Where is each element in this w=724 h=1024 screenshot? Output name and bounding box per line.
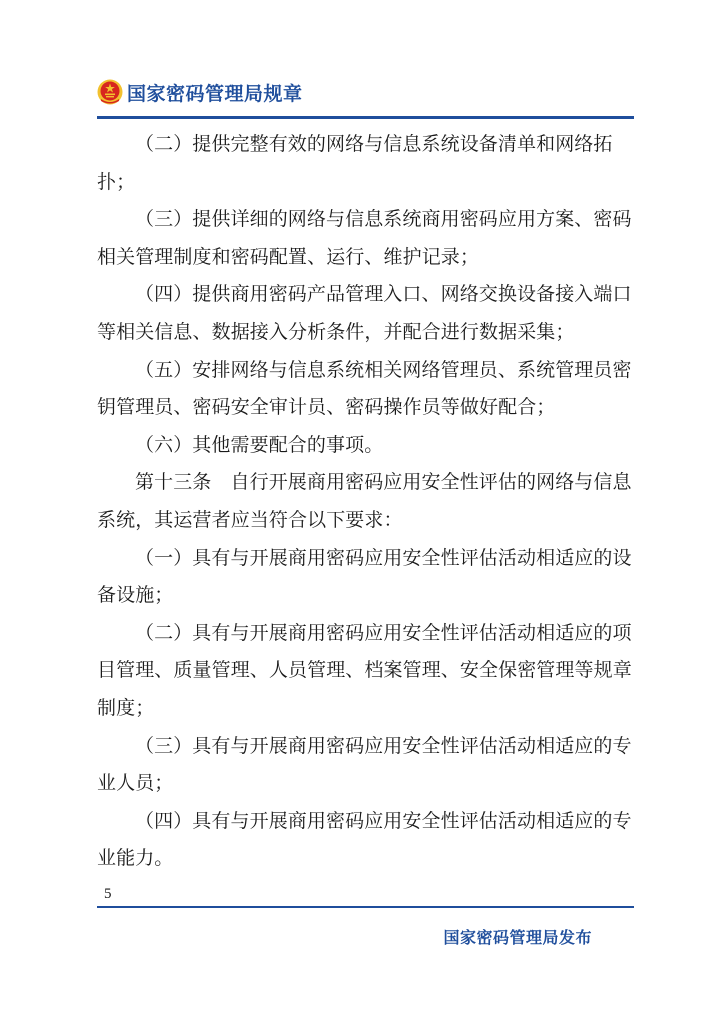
paragraph-item-5: （五）安排网络与信息系统相关网络管理员、系统管理员密钥管理员、密码安全审计员、密码操作员等做好配合； — [97, 358, 632, 419]
article-13: 第十三条 自行开展商用密码应用安全性评估的网络与信息系统，其运营者应当符合以下要求： — [97, 471, 632, 531]
requirement-item-2: （二）具有与开展商用密码应用安全性评估活动相适应的项目管理、质量管理、人员管理、档案管理、安全保密管理等规章制度； — [97, 621, 632, 719]
requirement-item-1: （一）具有与开展商用密码应用安全性评估活动相适应的设备设施； — [97, 546, 632, 607]
page-header — [97, 74, 303, 110]
footer-publisher: 国家密码管理局发布 — [443, 928, 592, 947]
paragraph-item-2: （二）提供完整有效的网络与信息系统设备清单和网络拓扑； — [97, 133, 613, 193]
requirement-item-3: （三）具有与开展商用密码应用安全性评估活动相适应的专业人员； — [97, 734, 632, 795]
paragraph-item-3: （三）提供详细的网络与信息系统商用密码应用方案、密码相关管理制度和密码配置、运行、维护记录； — [97, 208, 632, 268]
page-number: 5 — [104, 886, 112, 902]
document-body — [97, 126, 637, 878]
national-emblem-icon — [97, 79, 123, 105]
footer-rule — [97, 906, 634, 908]
header-title: 国家密码管理局规章 — [127, 82, 303, 105]
header-rule — [97, 116, 634, 119]
paragraph-item-6: （六）其他需要配合的事项。 — [135, 433, 384, 456]
paragraph-item-4: （四）提供商用密码产品管理入口、网络交换设备接入端口等相关信息、数据接入分析条件，并配合进行数据采集； — [97, 283, 632, 343]
requirement-item-4: （四）具有与开展商用密码应用安全性评估活动相适应的专业能力。 — [97, 809, 632, 870]
